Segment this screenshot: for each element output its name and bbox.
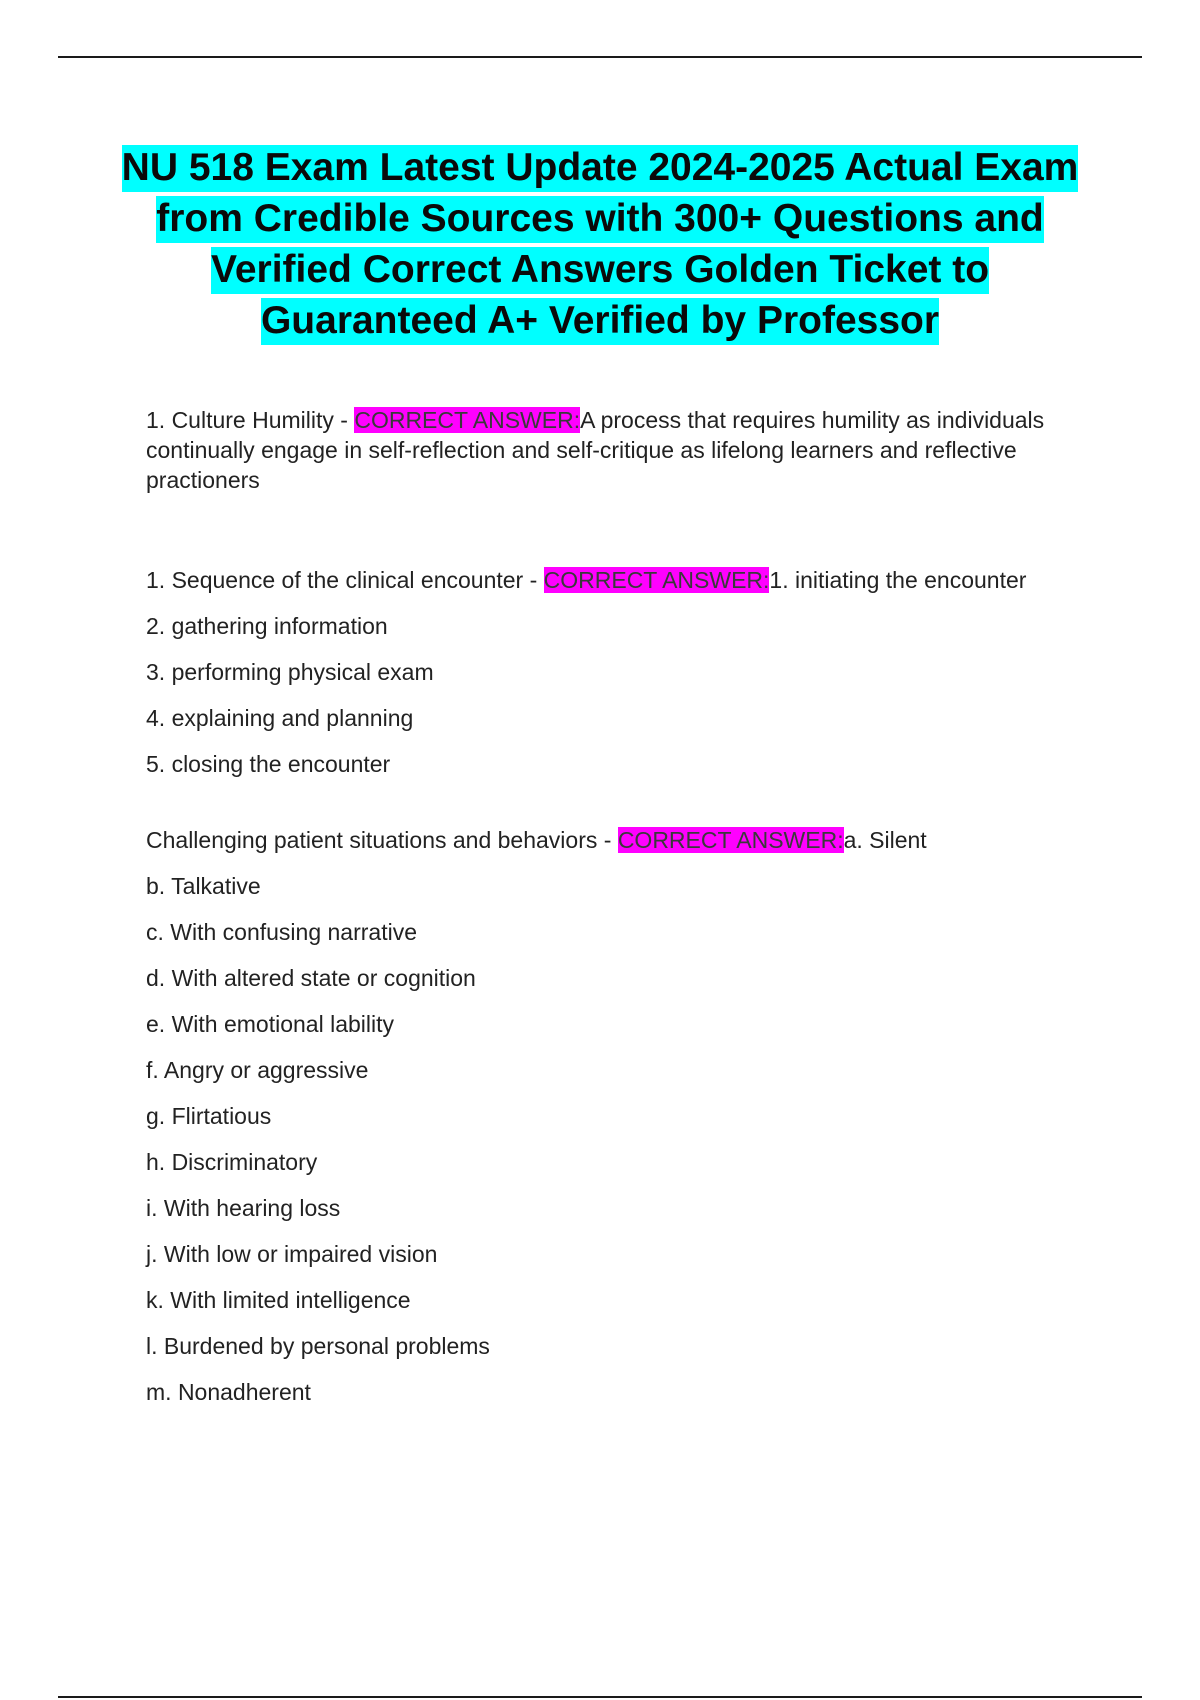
question-prefix: Challenging patient situations and behaviors -	[146, 827, 618, 853]
question-prefix: 1. Culture Humility -	[146, 407, 355, 433]
list-item: j. With low or impaired vision	[146, 1241, 438, 1267]
list-item: 3. performing physical exam	[146, 659, 434, 685]
list-item: f. Angry or aggressive	[146, 1057, 369, 1083]
title-highlight: NU 518 Exam Latest Update 2024-2025 Actual Exam from Credible Sources with 300+ Questions and Verified Correct Answers Golden Ticket to Guaranteed A+ Verified by Professor	[122, 145, 1079, 345]
question-challenging-patients	[146, 825, 1086, 1423]
question-prefix: 1. Sequence of the clinical encounter -	[146, 567, 544, 593]
document-title	[120, 142, 1080, 346]
list-item: l. Burdened by personal problems	[146, 1333, 490, 1359]
document-body	[146, 405, 1086, 1423]
list-item: m. Nonadherent	[146, 1379, 311, 1405]
list-item: k. With limited intelligence	[146, 1287, 411, 1313]
correct-answer-tag: CORRECT ANSWER:	[617, 827, 844, 853]
list-item: 5. closing the encounter	[146, 751, 391, 777]
top-rule	[58, 56, 1142, 58]
question-line	[146, 825, 1086, 871]
list-item: h. Discriminatory	[146, 1149, 318, 1175]
answer-text: 1. initiating the encounter	[769, 567, 1027, 593]
list-item: d. With altered state or cognition	[146, 965, 476, 991]
list-item: g. Flirtatious	[146, 1103, 272, 1129]
answer-text: a. Silent	[843, 827, 927, 853]
answer-text: A process that requires humility as individuals continually engage in self-reflection and self-critique as lifelong learners and reflective practioners	[146, 407, 1045, 493]
list-item: i. With hearing loss	[146, 1195, 341, 1221]
bottom-rule	[58, 1696, 1142, 1698]
question-clinical-encounter	[146, 565, 1086, 795]
list-item: 4. explaining and planning	[146, 705, 414, 731]
list-item: c. With confusing narrative	[146, 919, 418, 945]
question-culture-humility	[146, 405, 1086, 495]
correct-answer-tag: CORRECT ANSWER:	[543, 567, 770, 593]
list-item: e. With emotional lability	[146, 1011, 394, 1037]
correct-answer-tag: CORRECT ANSWER:	[354, 407, 581, 433]
list-item: 2. gathering information	[146, 613, 388, 639]
list-item: b. Talkative	[146, 873, 261, 899]
question-line	[146, 565, 1086, 611]
